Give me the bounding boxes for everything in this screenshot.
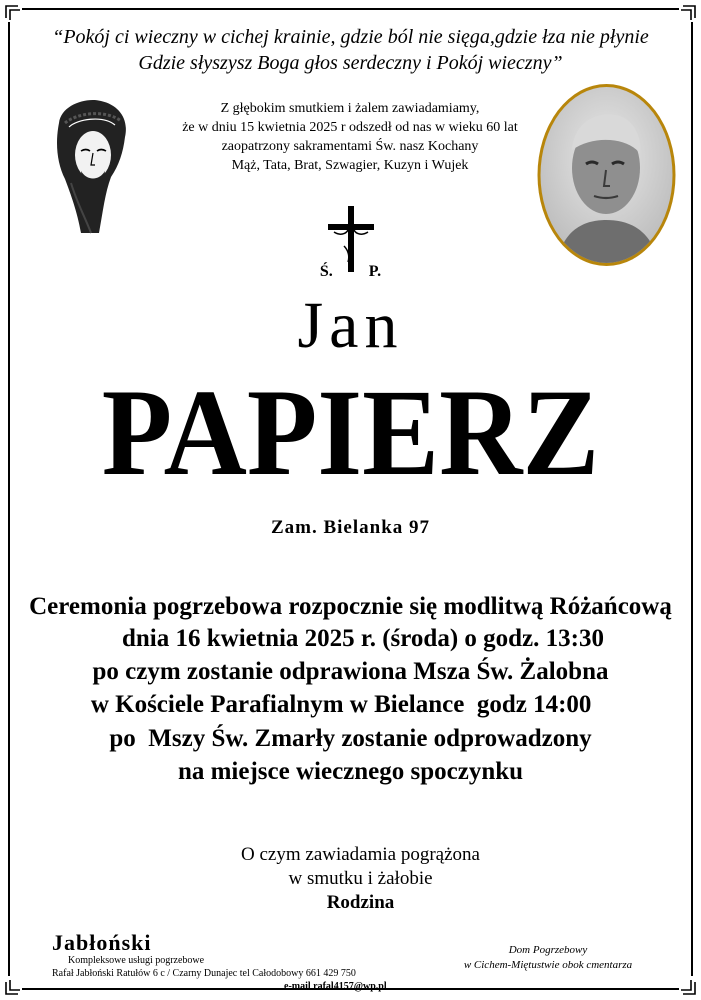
ceremony-line-3: po czym zostanie odprawiona Msza Św. Żalobna	[92, 658, 609, 685]
corner-ornament-tr	[681, 4, 697, 20]
sp-abbreviation: Ś. P.	[319, 263, 382, 280]
funeral-parlor-location: w Cichem-Miętustwie obok cmentarza	[463, 959, 633, 971]
frame-left	[8, 22, 10, 976]
closing-family: Rodzina	[326, 892, 395, 913]
funeral-home-email: e-mail rafal4157@wp.pl	[284, 981, 387, 992]
frame-top	[22, 8, 679, 10]
funeral-parlor-info	[433, 943, 663, 973]
closing-line-1: O czym zawiadamia pogrążona	[241, 844, 480, 865]
jesus-crown-of-thorns-image	[41, 93, 141, 238]
corner-ornament-bl	[4, 980, 20, 996]
quote-line-1: “Pokój ci wieczny w cichej krainie, gdzie ból nie sięga,gdzie łza nie płynie	[52, 26, 649, 48]
funeral-home-logo: Jabłoński	[52, 930, 152, 955]
announcement-line-3: zaopatrzony sakramentami Św. nasz Kochany	[221, 139, 479, 154]
announcement-line-2: że w dniu 15 kwietnia 2025 r odszedł od nas w wieku 60 lat	[182, 120, 518, 135]
funeral-parlor-title: Dom Pogrzebowy	[508, 944, 588, 956]
memorial-quote	[0, 24, 701, 76]
frame-right	[691, 22, 693, 976]
corner-ornament-tl	[4, 4, 20, 20]
announcement-line-4: Mąż, Tata, Brat, Szwagier, Kuzyn i Wujek	[231, 158, 469, 173]
ceremony-line-6: na miejsce wiecznego spoczynku	[177, 758, 524, 785]
ceremony-line-5: po Mszy Św. Zmarły zostanie odprowadzony	[109, 725, 592, 752]
closing-text	[0, 843, 701, 915]
deceased-first-name: Jan	[297, 289, 404, 362]
funeral-home-contact	[52, 932, 432, 993]
quote-line-2: Gdzie słyszysz Boga głos serdeczny i Pokój wieczny”	[138, 52, 563, 74]
announcement-line-1: Z głębokim smutkiem i żalem zawiadamiamy,	[220, 101, 480, 116]
ceremony-line-1: Ceremonia pogrzebowa rozpocznie się modlitwą Różańcową	[29, 593, 672, 620]
ceremony-line-2: dnia 16 kwietnia 2025 r. (środa) o godz. 13:30	[97, 625, 604, 652]
deceased-portrait-photo	[534, 80, 679, 270]
deceased-address: Zam. Bielanka 97	[270, 517, 431, 538]
ceremony-line-4: w Kościele Parafialnym w Bielance godz 14:00	[90, 691, 611, 718]
announcement-text	[150, 99, 550, 175]
funeral-home-tagline: Kompleksowe usługi pogrzebowe	[68, 955, 205, 966]
deceased-surname: PAPIERZ	[101, 364, 600, 501]
corner-ornament-br	[681, 980, 697, 996]
closing-line-2: w smutku i żałobie	[288, 868, 433, 889]
funeral-home-address: Rafał Jabłoński Ratułów 6 c / Czarny Dunajec tel Całodobowy 661 429 750	[52, 968, 356, 979]
